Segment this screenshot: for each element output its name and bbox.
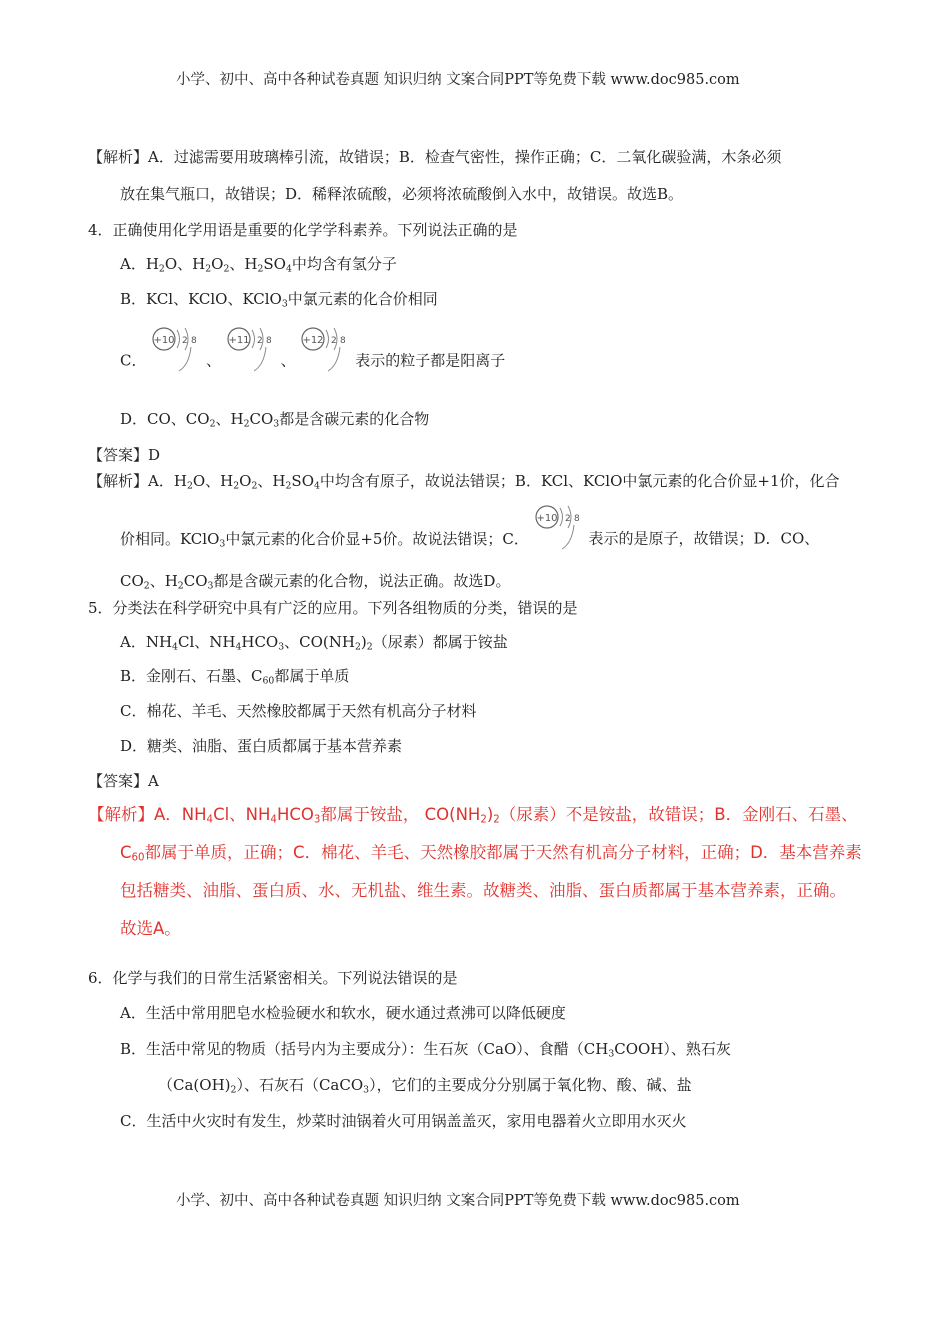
q6-stem: 6．化学与我们的日常生活紧密相关。下列说法错误的是 (88, 969, 458, 987)
text-segment: B．金刚石、石墨、C (120, 667, 263, 685)
q6-option-a: A．生活中常用肥皂水检验硬水和软水，硬水通过煮沸可以降低硬度 (120, 1004, 566, 1022)
text-segment: B．生活中常见的物质（括号内为主要成分）：生石灰（CaO）、食醋（CH (120, 1040, 609, 1058)
subscript: 4 (206, 814, 214, 826)
subscript: 60 (262, 675, 275, 687)
subscript: 2 (257, 263, 264, 275)
q4-answer: 【答案】D (88, 446, 161, 464)
text-segment: 都属于单质 (274, 667, 350, 685)
atom-structure-svg (151, 325, 201, 375)
text-segment: SO (291, 472, 314, 490)
electron-shell-arc (562, 525, 574, 549)
text-segment: B．KCl、KClO、KClO (120, 290, 282, 308)
page-header: 小学、初中、高中各种试卷真题 知识归纳 文案合同PPT等免费下载 www.doc985.com (176, 72, 740, 88)
text-segment: 、H (215, 410, 244, 428)
text-segment: 、H (257, 472, 286, 490)
shell-electron-count: 8 (573, 514, 580, 524)
text-segment: CO (249, 410, 274, 428)
answer-tag: 【答案】 (88, 446, 149, 464)
atom-structure-svg (300, 325, 350, 375)
shell-electron-count: 2 (256, 336, 263, 346)
electron-shell-arc (560, 508, 563, 526)
text-segment: 、CO(NH (284, 633, 355, 651)
text-segment: O、H (164, 255, 206, 273)
subscript: 3 (273, 418, 280, 430)
text-segment: CO (183, 572, 208, 590)
q4-analysis-line-3 (120, 571, 510, 591)
text-segment: CO (120, 572, 144, 590)
q5-answer: 【答案】A (88, 772, 159, 790)
text-segment: O (239, 472, 252, 490)
nuclear-charge-label: +12 (302, 335, 324, 346)
text-segment: A．NH (154, 805, 207, 824)
shell-electron-count: 8 (340, 336, 347, 346)
subscript: 2 (158, 263, 165, 275)
subscript: 2 (366, 641, 373, 653)
subscript: 2 (243, 418, 250, 430)
q4-option-a (120, 254, 397, 274)
text-segment: A．H (120, 255, 159, 273)
text-segment: 都是含碳元素的化合物，说法正确。故选D。 (213, 572, 511, 590)
text-segment: 中均含有氢分子 (291, 255, 397, 273)
q5-option-a (120, 632, 508, 652)
answer-tag: 【答案】 (88, 772, 149, 790)
text-segment: 都属于单质，正确；C．棉花、羊毛、天然橡胶都属于天然有机高分子材料，正确；D．基本营养素 (144, 843, 862, 862)
shell-electron-count: 2 (331, 336, 338, 346)
text-segment: 中氯元素的化合价显+5价。故说法错误；C． (225, 529, 529, 548)
subscript: 60 (131, 852, 145, 864)
text-segment: ) (360, 633, 367, 651)
q5-option-d: D．糖类、油脂、蛋白质都属于基本营养素 (120, 737, 403, 755)
text-segment: ) (486, 805, 494, 824)
shell-electron-count: 2 (182, 336, 188, 346)
electron-shell-arc (179, 347, 191, 371)
electron-shell-arc (254, 347, 266, 371)
text-segment: Cl、NH (177, 633, 236, 651)
shell-electron-count: 2 (564, 514, 571, 524)
subscript: 2 (205, 263, 212, 275)
q6-option-b-line-1 (120, 1039, 731, 1059)
subscript: 2 (223, 263, 230, 275)
q4-option-c: C． +10 2 8 、 +11 2 8 、 +12 2 8 表示的粒子都是阳离子 (120, 325, 505, 381)
subscript: 2 (355, 641, 361, 653)
text-segment: （Ca(OH) (158, 1076, 231, 1094)
subscript: 3 (281, 298, 288, 310)
text-segment: 都是含碳元素的化合物 (279, 410, 430, 428)
subscript: 2 (230, 1084, 237, 1096)
text-segment: COOH）、熟石灰 (614, 1040, 731, 1058)
subscript: 4 (314, 480, 320, 492)
subscript: 3 (278, 641, 285, 653)
q6-option-b-line-2 (158, 1075, 692, 1095)
subscript: 2 (251, 480, 258, 492)
q5-analysis-line-3: 包括糖类、油脂、蛋白质、水、无机盐、维生素。故糖类、油脂、蛋白质都属于基本营养素，正确。 (120, 881, 846, 900)
nuclear-charge-label: +10 (536, 513, 558, 524)
text-segment: 中氯元素的化合价相同 (287, 290, 438, 308)
electron-shell-arc (326, 330, 329, 348)
q4-analysis-line-1 (88, 471, 840, 491)
electron-shell-arc (177, 330, 180, 348)
subscript: 2 (209, 418, 216, 430)
subscript: 4 (270, 814, 277, 826)
text-segment: HCO (241, 633, 279, 651)
text-segment: 、H (149, 572, 178, 590)
q4-option-d (120, 409, 429, 429)
subscript: 4 (285, 263, 292, 275)
q5-analysis-line-4: 故选A。 (120, 919, 181, 938)
text-segment: O (211, 255, 224, 273)
subscript: 3 (313, 814, 321, 826)
atom-structure-svg (226, 325, 276, 375)
subscript: 4 (172, 641, 178, 653)
text-segment: Cl、NH (213, 805, 271, 824)
q6-option-c: C．生活中火灾时有发生，炒菜时油锅着火可用锅盖盖灭，家用电器着火立即用水灭火 (120, 1112, 687, 1130)
q3-analysis-line-2: 放在集气瓶口，故错误；D．稀释浓硫酸，必须将浓硫酸倒入水中，故错误。故选B。 (120, 185, 684, 203)
text-segment: HCO (276, 805, 314, 824)
q4-stem: 4．正确使用化学用语是重要的化学学科素养。下列说法正确的是 (88, 221, 518, 239)
text-segment: （尿素）不是铵盐，故错误；B．金刚石、石墨、 (499, 805, 858, 824)
atom-structure-svg (534, 503, 584, 553)
subscript: 2 (177, 580, 184, 592)
nuclear-charge-label: +11 (228, 335, 250, 346)
subscript: 2 (480, 814, 487, 826)
text-segment: O、H (192, 472, 234, 490)
q5-analysis-line-2 (120, 842, 862, 864)
analysis-tag: 【解析】 (88, 148, 149, 166)
subscript: 3 (608, 1048, 615, 1060)
q4-option-b (120, 289, 438, 309)
atom-diagram-sodium (226, 325, 276, 398)
analysis-tag: 【解析】 (88, 805, 154, 824)
subscript: 2 (285, 480, 292, 492)
page-footer: 小学、初中、高中各种试卷真题 知识归纳 文案合同PPT等免费下载 www.doc985.com (176, 1193, 740, 1209)
atom-diagram-neon (151, 325, 201, 398)
subscript: 4 (235, 641, 242, 653)
electron-shell-arc (252, 330, 255, 348)
q5-analysis-line-1 (88, 804, 858, 826)
subscript: 3 (207, 580, 214, 592)
text-segment: C (120, 843, 132, 862)
nuclear-charge-label: +10 (153, 335, 175, 346)
electron-shell-arc (328, 347, 340, 371)
text-segment: 价相同。KClO (120, 529, 220, 548)
text-segment: 都属于铵盐， CO(NH (320, 805, 481, 824)
q5-option-c: C．棉花、羊毛、天然橡胶都属于天然有机高分子材料 (120, 702, 477, 720)
subscript: 2 (233, 480, 240, 492)
atom-diagram-magnesium (300, 325, 350, 398)
subscript: 3 (219, 537, 226, 549)
text-segment: ）、石灰石（CaCO (236, 1076, 364, 1094)
text-segment: 、H (229, 255, 258, 273)
shell-electron-count: 8 (191, 336, 197, 346)
shell-electron-count: 8 (265, 336, 272, 346)
subscript: 3 (363, 1084, 370, 1096)
q4-analysis-line-2: 价相同。KClO$_3$中氯元素的化合价显+5价。故说法错误；C． +10 2 8 表示的是原子，故错误；D．CO、 (120, 503, 819, 559)
atom-diagram-neon (534, 503, 584, 576)
text-segment: SO (263, 255, 286, 273)
q5-stem: 5．分类法在科学研究中具有广泛的应用。下列各组物质的分类，错误的是 (88, 599, 578, 617)
text-segment: ），它们的主要成分分别属于氧化物、酸、碱、盐 (369, 1076, 692, 1094)
subscript: 2 (186, 480, 193, 492)
text-segment: A．NH (120, 633, 173, 651)
text-segment: A．H (148, 472, 187, 490)
subscript: 2 (143, 580, 150, 592)
analysis-tag: 【解析】 (88, 472, 149, 490)
text-segment: （尿素）都属于铵盐 (372, 633, 508, 651)
q5-option-b (120, 666, 349, 686)
subscript: 2 (493, 814, 500, 826)
text-segment: D．CO、CO (120, 410, 210, 428)
q3-analysis-line-1: 【解析】A．过滤需要用玻璃棒引流，故错误；B．检查气密性，操作正确；C．二氧化碳验满，木条必须 (88, 148, 782, 166)
text-segment: 中均含有原子，故说法错误；B．KCl、KClO中氯元素的化合价显+1价，化合 (319, 472, 840, 490)
